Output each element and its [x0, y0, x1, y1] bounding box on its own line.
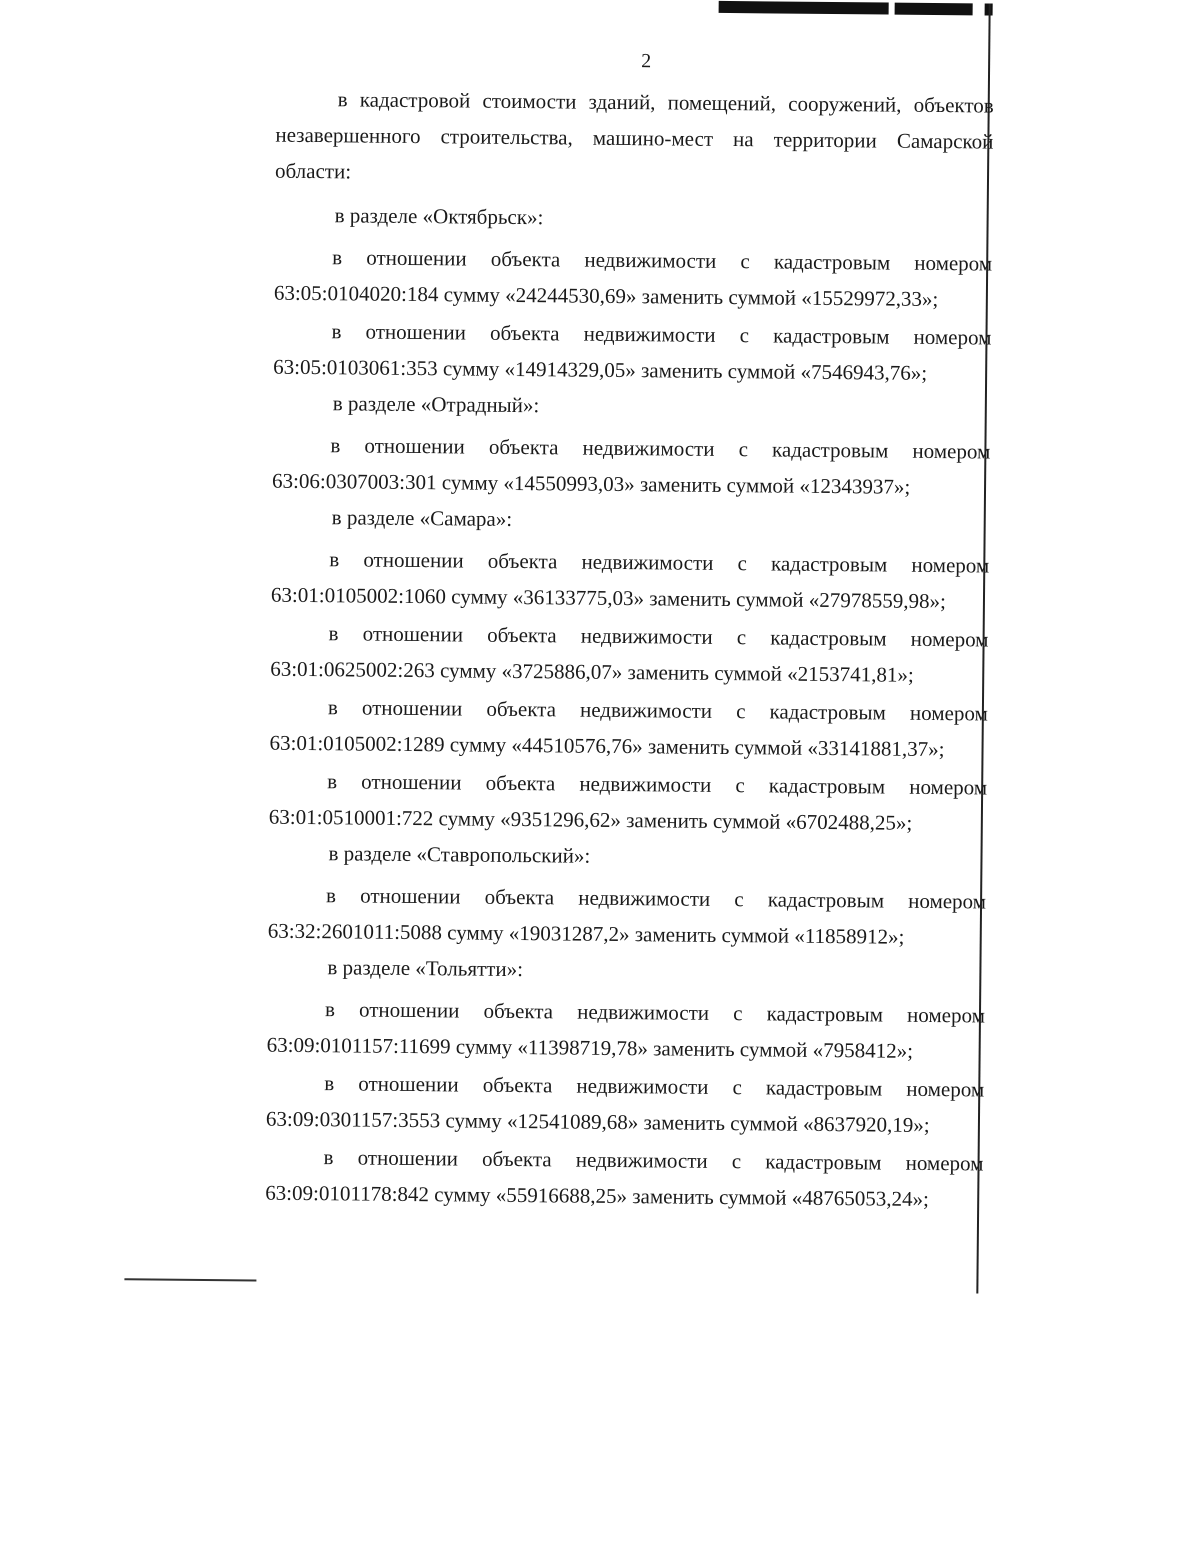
entry-word: кадастровым: [768, 773, 886, 799]
entry-word: недвижимости: [576, 1073, 709, 1099]
amendment-entry: [268, 877, 987, 956]
entry-word: номером: [914, 250, 993, 276]
entry-text: 63:09:0101178:842 сумму «55916688,25» заменить суммой «48765053,24»;: [265, 1180, 930, 1211]
entry-word: отношении: [358, 997, 460, 1023]
entry-word: с: [738, 437, 749, 462]
entry-word: объекта: [490, 246, 561, 272]
entry-word: недвижимости: [579, 771, 712, 797]
entry-word: недвижимости: [575, 1147, 708, 1173]
entry-word: отношении: [361, 769, 462, 795]
entry-word: отношении: [360, 883, 461, 909]
entry-word: кадастровым: [767, 887, 885, 913]
entry-word: номером: [912, 438, 991, 464]
entry-word: с: [731, 1149, 742, 1174]
entry-word: номером: [906, 1076, 985, 1102]
entry-word: недвижимости: [577, 999, 710, 1025]
entry-word: объекта: [484, 884, 555, 910]
amendment-entry: [274, 239, 993, 318]
scan-artifact: [895, 3, 973, 16]
entry-text: 63:09:0301157:3553 сумму «12541089,68» заменить суммой «8637920,19»;: [265, 1106, 930, 1137]
entry-word: в: [330, 433, 341, 458]
entry-word: в: [327, 769, 338, 794]
entry-word: кадастровым: [765, 1075, 883, 1101]
entry-word: в: [324, 1071, 335, 1096]
entry-text: 63:09:0101157:11699 сумму «11398719,78» заменить суммой «7958412»;: [266, 1032, 914, 1063]
amendment-entry: [269, 763, 988, 842]
entry-word: объекта: [485, 770, 556, 796]
entry-word: с: [736, 625, 747, 650]
document-body: [265, 81, 994, 1218]
entry-word: с: [739, 323, 750, 348]
entry-word: в: [324, 997, 336, 1022]
page-number: 2: [641, 50, 652, 73]
entry-word: объекта: [486, 696, 557, 722]
entry-word: в: [323, 1145, 334, 1170]
sections-list: [265, 197, 993, 1218]
entry-word: номером: [905, 1150, 984, 1176]
amendment-entry: [272, 427, 991, 506]
entry-word: с: [735, 773, 745, 798]
entry-word: кадастровым: [765, 1149, 882, 1175]
entry-text: 63:32:2601011:5088 сумму «19031287,2» заменить суммой «11858912»;: [267, 918, 905, 949]
entry-word: с: [736, 699, 746, 724]
entry-word: объекта: [488, 434, 559, 460]
entry-word: отношении: [366, 245, 467, 271]
entry-word: недвижимости: [584, 247, 717, 273]
entry-word: кадастровым: [766, 1001, 884, 1027]
entry-word: с: [737, 551, 747, 576]
entry-word: отношении: [357, 1145, 459, 1171]
entry-text: 63:01:0105002:1060 сумму «36133775,03» заменить суммой «27978559,98»;: [270, 582, 947, 614]
entry-word: номером: [908, 888, 987, 914]
entry-word: отношении: [363, 547, 464, 573]
entry-word: номером: [906, 1002, 986, 1028]
entry-word: кадастровым: [771, 437, 889, 463]
amendment-entry: [271, 541, 990, 620]
entry-word: номером: [913, 324, 992, 350]
entry-word: отношении: [364, 433, 465, 459]
amendment-entry: [266, 1065, 985, 1144]
section-heading: в разделе «Отрадный»:: [332, 391, 540, 418]
entry-word: с: [733, 1001, 743, 1026]
amendment-entry: [270, 615, 989, 694]
entry-word: кадастровым: [769, 699, 886, 725]
entry-word: номером: [909, 774, 988, 800]
entry-word: в: [329, 547, 340, 572]
entry-word: с: [740, 249, 750, 274]
entry-word: объекта: [482, 1146, 552, 1172]
entry-word: номером: [909, 700, 988, 726]
entry-word: отношении: [358, 1071, 459, 1097]
section-heading: в разделе «Ставропольский»:: [328, 841, 591, 868]
intro-paragraph: в кадастровой стоимости зданий, помещений, сооружений, объектов незавершенного строительства, машино-мест на территории Самарской области:: [274, 87, 994, 184]
entry-text: 63:01:0105002:1289 сумму «44510576,76» заменить суммой «33141881,37»;: [269, 730, 945, 762]
entry-word: в: [328, 621, 339, 646]
section-heading: в разделе «Тольятти»:: [327, 955, 524, 982]
entry-word: с: [732, 1075, 742, 1100]
entry-word: недвижимости: [583, 321, 716, 347]
entry-word: недвижимости: [582, 435, 715, 461]
scan-artifact: [719, 1, 889, 15]
entry-word: отношении: [361, 695, 463, 721]
section-heading: в разделе «Самара»:: [331, 505, 513, 531]
entry-word: отношении: [365, 319, 467, 345]
amendment-entry: [269, 689, 988, 768]
entry-word: кадастровым: [770, 625, 887, 651]
entry-word: объекта: [487, 622, 557, 648]
entry-word: недвижимости: [578, 885, 711, 911]
entry-word: недвижимости: [579, 697, 713, 723]
entry-word: объекта: [489, 320, 560, 346]
entry-word: в: [332, 245, 343, 270]
entry-word: номером: [910, 626, 989, 652]
section-heading: в разделе «Октябрьск»:: [334, 203, 544, 230]
entry-word: объекта: [483, 998, 554, 1024]
entry-word: номером: [911, 552, 990, 578]
entry-word: объекта: [487, 548, 558, 574]
entry-text: 63:05:0103061:353 сумму «14914329,05» заменить суммой «7546943,76»;: [273, 354, 928, 385]
entry-text: 63:05:0104020:184 сумму «24244530,69» заменить суммой «15529972,33»;: [273, 280, 939, 312]
entry-text: 63:01:0510001:722 сумму «9351296,62» заменить суммой «6702488,25»;: [268, 804, 913, 835]
entry-word: в: [331, 319, 342, 344]
footnote-rule: [124, 1278, 256, 1281]
entry-word: в: [327, 695, 338, 720]
amendment-entry: [265, 1139, 984, 1218]
entry-word: объекта: [482, 1072, 553, 1098]
entry-word: недвижимости: [580, 623, 713, 649]
entry-word: с: [734, 887, 744, 912]
entry-word: кадастровым: [773, 323, 890, 349]
entry-text: 63:01:0625002:263 сумму «3725886,07» заменить суммой «2153741,81»;: [270, 656, 914, 687]
entry-word: кадастровым: [770, 551, 888, 577]
amendment-entry: [267, 991, 986, 1070]
entry-text: 63:06:0307003:301 сумму «14550993,03» заменить суммой «12343937»;: [271, 468, 911, 499]
amendment-entry: [273, 313, 992, 392]
entry-word: отношении: [362, 621, 464, 647]
entry-word: кадастровым: [773, 249, 891, 275]
entry-word: в: [325, 883, 337, 908]
entry-word: недвижимости: [581, 549, 714, 575]
